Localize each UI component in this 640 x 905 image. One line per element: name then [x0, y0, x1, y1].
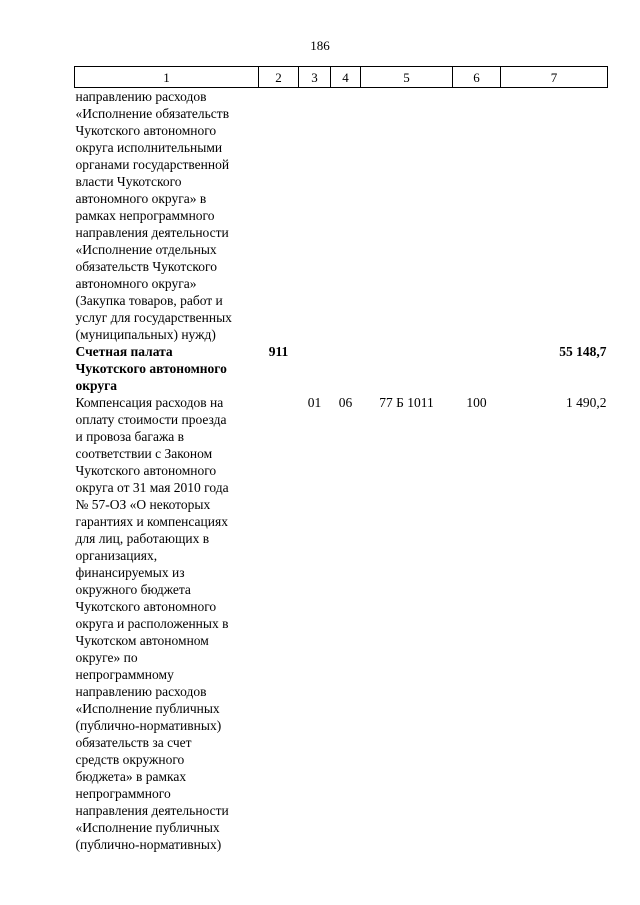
- description-line: органами государственной: [75, 157, 230, 172]
- header-col-1: 1: [75, 67, 259, 88]
- description-line: организациях,: [75, 548, 158, 563]
- row-col-6: [453, 88, 501, 344]
- description-line: рамках непрограммного: [75, 208, 215, 223]
- description-line: Счетная палата: [75, 344, 173, 359]
- description-line: гарантиях и компенсациях: [75, 514, 228, 529]
- row-description: [75, 88, 259, 344]
- description-line: округа от 31 мая 2010 года: [75, 480, 229, 495]
- description-line: направлению расходов: [75, 89, 207, 104]
- description-line: средств окружного: [75, 752, 185, 767]
- description-line: бюджета» в рамках: [75, 769, 187, 784]
- description-line: обязательств Чукотского: [75, 259, 217, 274]
- description-line: «Исполнение обязательств: [75, 106, 230, 121]
- description-line: Чукотском автономном: [75, 633, 209, 648]
- description-line: автономного округа» в: [75, 191, 207, 206]
- description-line: № 57-ОЗ «О некоторых: [75, 497, 211, 512]
- header-col-2: 2: [259, 67, 299, 88]
- header-row: [75, 67, 608, 88]
- description-line: направлению расходов: [75, 684, 207, 699]
- description-line: направления деятельности: [75, 225, 229, 240]
- row-col-3: 01: [307, 395, 322, 410]
- header-col-6: 6: [453, 67, 501, 88]
- row-col-5: [361, 343, 453, 394]
- description-line: (Закупка товаров, работ и: [75, 293, 223, 308]
- description-line: (муниципальных) нужд): [75, 327, 216, 342]
- description-line: финансируемых из: [75, 565, 185, 580]
- header-col-7: 7: [501, 67, 608, 88]
- budget-table: [74, 66, 608, 853]
- description-line: направления деятельности: [75, 803, 229, 818]
- description-line: округа и расположенных в: [75, 616, 229, 631]
- description-line: округа: [75, 378, 117, 393]
- description-line: непрограммного: [75, 786, 171, 801]
- header-col-5: 5: [361, 67, 453, 88]
- description-line: оплату стоимости проезда: [75, 412, 227, 427]
- row-col-2: [259, 88, 299, 344]
- row-col-3: [299, 88, 331, 344]
- row-col-5: 77 Б 1011: [379, 395, 434, 410]
- row-col-7: [501, 88, 608, 344]
- table-row: [75, 343, 608, 394]
- description-line: Чукотского автономного: [75, 463, 217, 478]
- description-line: «Исполнение отдельных: [75, 242, 217, 257]
- description-line: Чукотского автономного: [75, 123, 217, 138]
- row-col-4: [331, 88, 361, 344]
- row-col-4: 06: [338, 395, 353, 410]
- row-col-2: 911: [268, 344, 289, 359]
- description-line: округе» по: [75, 650, 138, 665]
- description-line: (публично-нормативных): [75, 718, 222, 733]
- table-row: [75, 394, 608, 853]
- description-line: «Исполнение публичных: [75, 701, 220, 716]
- description-line: (публично-нормативных): [75, 837, 222, 852]
- row-description: [75, 343, 259, 394]
- description-line: Чукотского автономного: [75, 361, 227, 376]
- description-line: для лиц, работающих в: [75, 531, 210, 546]
- row-col-5: [361, 88, 453, 344]
- description-line: власти Чукотского: [75, 174, 182, 189]
- row-col-4: [331, 343, 361, 394]
- description-line: окружного бюджета: [75, 582, 191, 597]
- row-description: [75, 394, 259, 853]
- row-col-7: 55 148,7: [559, 344, 607, 359]
- description-line: соответствии с Законом: [75, 446, 213, 461]
- description-line: автономного округа»: [75, 276, 197, 291]
- description-line: услуг для государственных: [75, 310, 232, 325]
- row-col-6: 100: [466, 395, 487, 410]
- header-col-3: 3: [299, 67, 331, 88]
- description-line: Чукотского автономного: [75, 599, 217, 614]
- row-col-7: 1 490,2: [566, 395, 607, 410]
- description-line: «Исполнение публичных: [75, 820, 220, 835]
- description-line: обязательств за счет: [75, 735, 192, 750]
- description-line: непрограммному: [75, 667, 174, 682]
- page-number: 186: [310, 38, 330, 53]
- row-col-2: [259, 394, 299, 853]
- description-line: Компенсация расходов на: [75, 395, 224, 410]
- table-row: [75, 88, 608, 344]
- header-col-4: 4: [331, 67, 361, 88]
- description-line: и провоза багажа в: [75, 429, 185, 444]
- row-col-3: [299, 343, 331, 394]
- row-col-6: [453, 343, 501, 394]
- description-line: округа исполнительными: [75, 140, 223, 155]
